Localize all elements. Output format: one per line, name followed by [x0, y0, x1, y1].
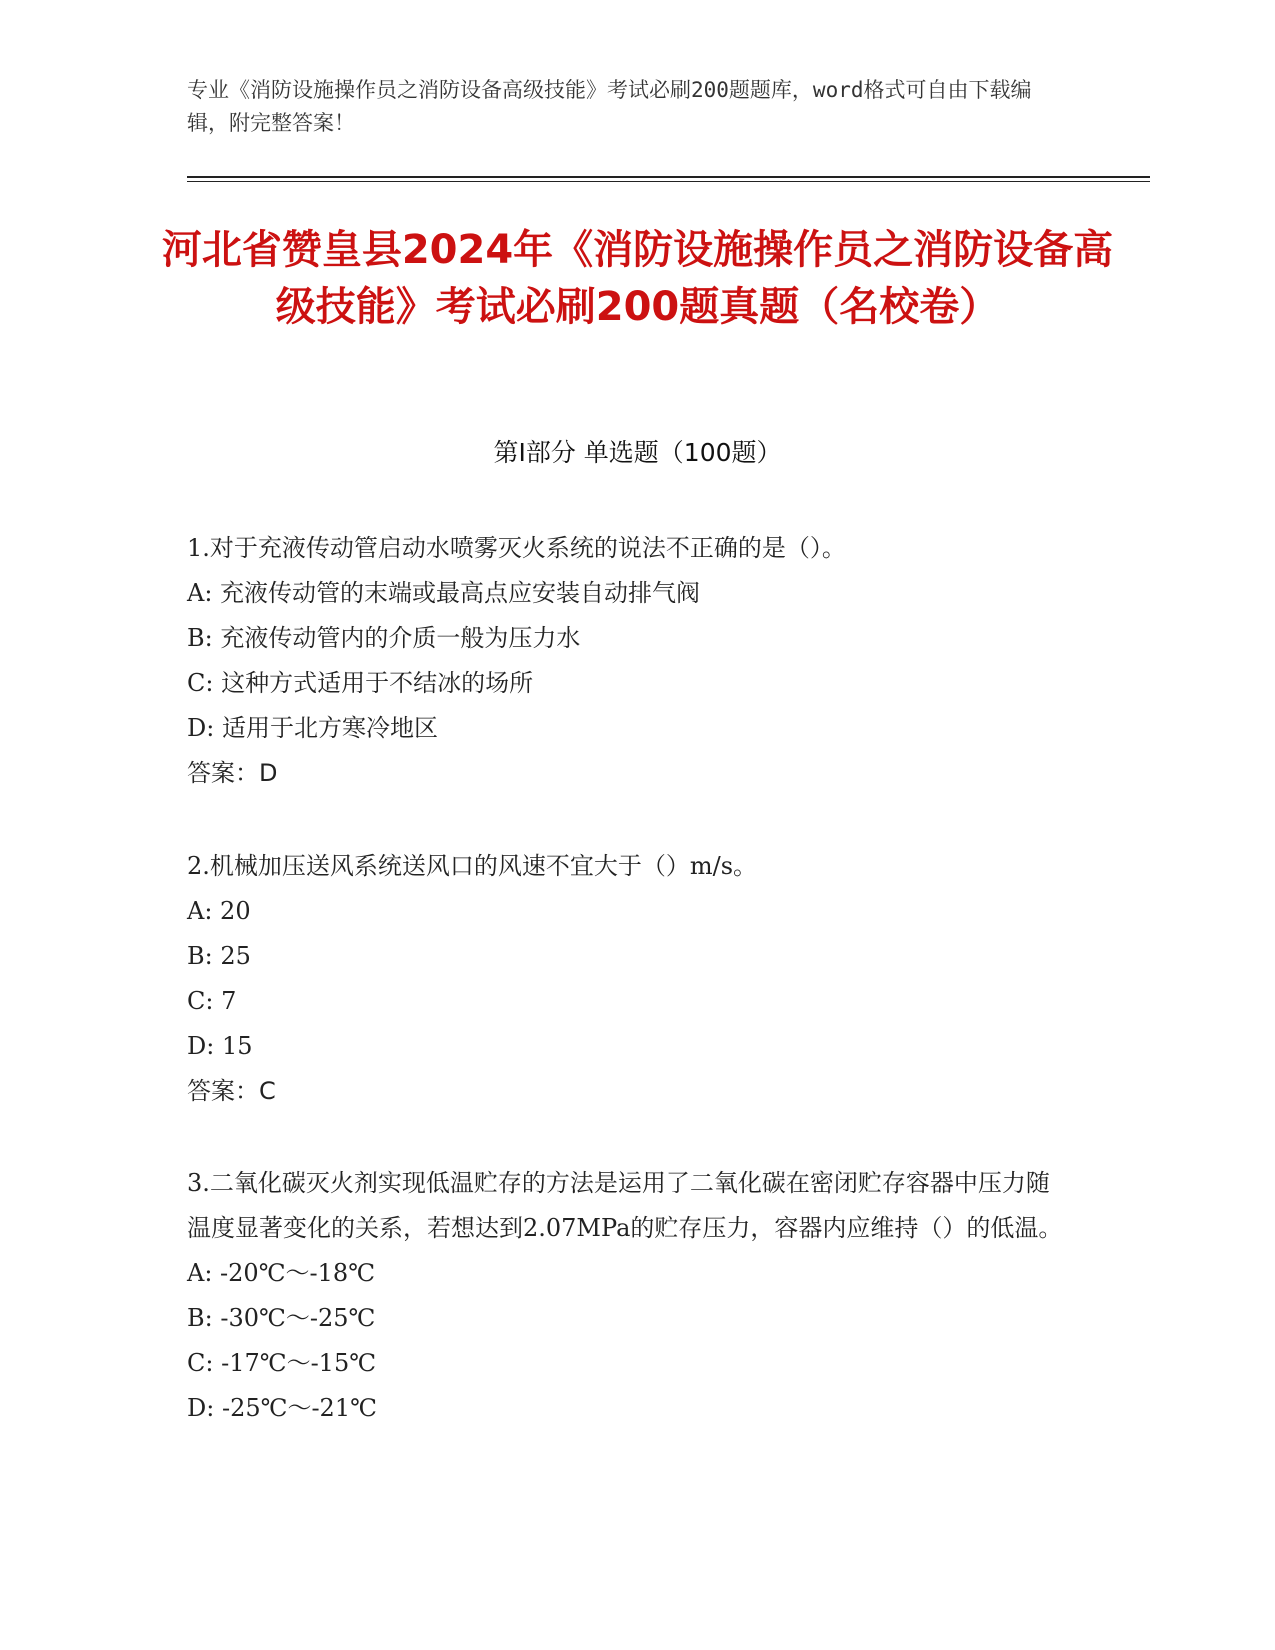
header-divider-thin — [187, 181, 1150, 182]
question-2 — [187, 844, 1067, 1114]
document-title: 河北省赞皇县2024年《消防设施操作员之消防设备高级技能》考试必刷200题真题（名校卷） — [161, 227, 1114, 330]
answer: 答案：D — [187, 759, 278, 787]
question-stem: 2.机械加压送风系统送风口的风速不宜大于（）m/s。 — [187, 852, 758, 880]
option-c: C: 这种方式适用于不结冰的场所 — [187, 669, 534, 697]
header-divider-thick — [187, 176, 1150, 178]
question-3 — [187, 1161, 1067, 1431]
option-b: B: -30℃～-25℃ — [187, 1304, 376, 1332]
answer: 答案：C — [187, 1077, 276, 1105]
option-a: A: 充液传动管的末端或最高点应安装自动排气阀 — [187, 579, 701, 607]
question-1 — [187, 526, 1067, 796]
option-c: C: 7 — [187, 987, 237, 1015]
question-stem: 3.二氧化碳灭火剂实现低温贮存的方法是运用了二氧化碳在密闭贮存容器中压力随温度显著变化的关系，若想达到2.07MPa的贮存压力，容器内应维持（）的低温。 — [187, 1169, 1063, 1242]
option-a: A: 20 — [187, 897, 251, 925]
option-d: D: 15 — [187, 1032, 253, 1060]
option-b: B: 充液传动管内的介质一般为压力水 — [187, 624, 581, 652]
header-note: 专业《消防设施操作员之消防设备高级技能》考试必刷200题题库，word格式可自由下载编辑，附完整答案！ — [187, 78, 1032, 135]
option-d: D: -25℃～-21℃ — [187, 1394, 377, 1422]
section-title: 第I部分 单选题（100题） — [493, 438, 782, 467]
question-stem: 1.对于充液传动管启动水喷雾灭火系统的说法不正确的是（）。 — [187, 534, 846, 562]
option-a: A: -20℃～-18℃ — [187, 1259, 376, 1287]
option-c: C: -17℃～-15℃ — [187, 1349, 377, 1377]
option-d: D: 适用于北方寒冷地区 — [187, 714, 438, 742]
option-b: B: 25 — [187, 942, 251, 970]
